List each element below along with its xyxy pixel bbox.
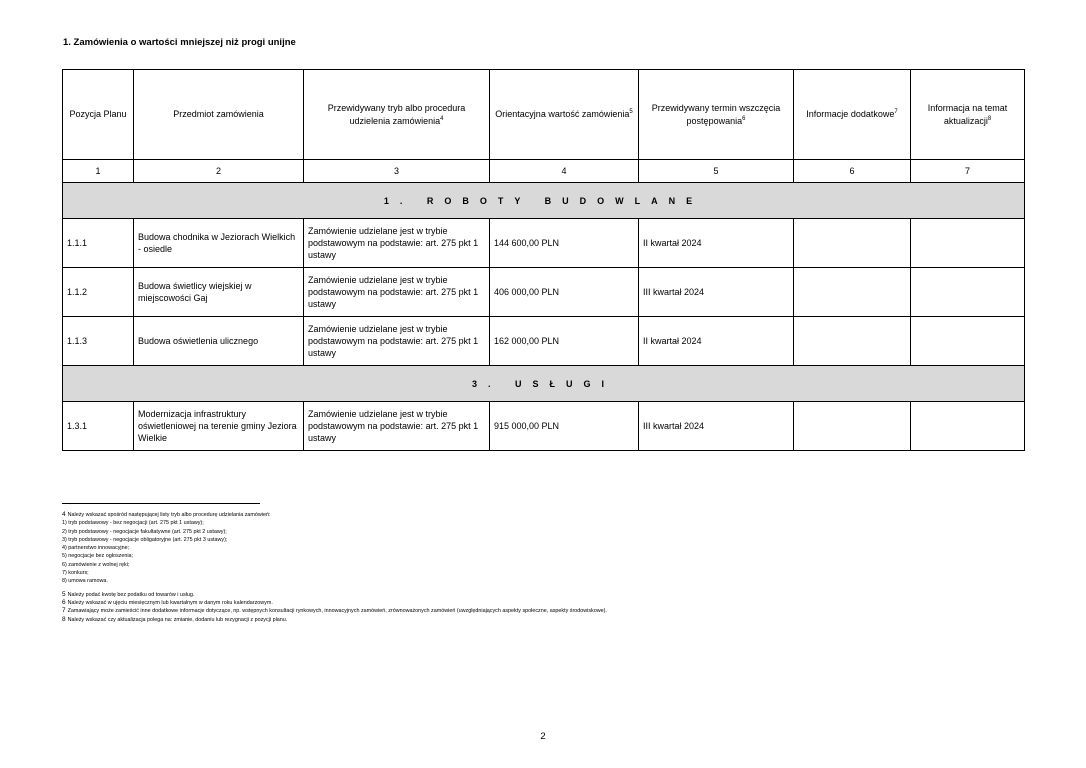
column-number: 3	[304, 160, 490, 183]
footnote-text: Należy wskazać czy aktualizacja polega na: zmianie, dodaniu lub rezygnacji z pozycji planu.	[67, 616, 288, 623]
term-cell: II kwartał 2024	[639, 317, 794, 366]
update-cell	[911, 402, 1025, 451]
column-number: 5	[639, 160, 794, 183]
update-cell	[911, 268, 1025, 317]
footnote-list-item: 6) zamówienie z wolnej ręki;	[62, 561, 130, 568]
page-title: 1. Zamówienia o wartości mniejszej niż progi unijne	[63, 37, 296, 48]
procedure-cell: Zamówienie udzielane jest w trybie podstawowym na podstawie: art. 275 pkt 1 ustawy	[304, 268, 490, 317]
header-cell: Informacje dodatkowe$^7$	[794, 70, 911, 160]
subject-cell: Budowa chodnika w Jeziorach Wielkich - osiedle	[134, 219, 304, 268]
section-heading: 3. USŁUGI	[63, 366, 1025, 402]
footnote-ref: 4	[440, 115, 444, 122]
term-cell: III kwartał 2024	[639, 402, 794, 451]
footnote-ref: 6	[742, 115, 746, 122]
column-number: 6	[794, 160, 911, 183]
footnote-number: 5	[62, 590, 66, 598]
footnote-list-item: 5) negocjacje bez ogłoszenia;	[62, 553, 134, 560]
footnote-text: Należy podać kwotę bez podatku od towarów i usług.	[67, 591, 195, 598]
footnote-number: 8	[62, 615, 66, 623]
position-cell: 1.1.2	[63, 268, 134, 317]
header-cell: Przewidywany tryb albo procedura udzielenia zamówienia$^4$	[304, 70, 490, 160]
update-cell	[911, 219, 1025, 268]
footnote-6	[62, 599, 1002, 607]
footnote-4	[62, 511, 1002, 586]
table-row	[63, 402, 1025, 451]
section-heading: 1. ROBOTY BUDOWLANE	[63, 183, 1025, 219]
subject-cell: Budowa oświetlenia ulicznego	[134, 317, 304, 366]
procedure-cell: Zamówienie udzielane jest w trybie podstawowym na podstawie: art. 275 pkt 1 ustawy	[304, 317, 490, 366]
footnote-list-item: 4) partnerstwo innowacyjne;	[62, 545, 130, 552]
footnote-list-item: 2) tryb podstawowy - negocjacje fakultatywne (art. 275 pkt 2 ustawy);	[62, 528, 227, 535]
footnotes	[62, 503, 1002, 624]
header-cell: Przewidywany termin wszczęcia postępowania$^6$	[639, 70, 794, 160]
footnote-separator	[62, 503, 260, 504]
table-row	[63, 219, 1025, 268]
column-number: 1	[63, 160, 134, 183]
value-cell: 144 600,00 PLN	[490, 219, 639, 268]
position-cell: 1.3.1	[63, 402, 134, 451]
header-cell: Przedmiot zamówienia	[134, 70, 304, 160]
footnote-text: Należy wskazać w ujęciu miesięcznym lub kwartalnym w danym roku kalendarzowym.	[67, 599, 273, 606]
procedure-cell: Zamówienie udzielane jest w trybie podstawowym na podstawie: art. 275 pkt 1 ustawy	[304, 219, 490, 268]
term-cell: II kwartał 2024	[639, 219, 794, 268]
column-number: 7	[911, 160, 1025, 183]
header-cell: Pozycja Planu	[63, 70, 134, 160]
footnote-number: 4	[62, 511, 66, 518]
column-number-row	[63, 160, 1025, 183]
column-number: 4	[490, 160, 639, 183]
value-cell: 406 000,00 PLN	[490, 268, 639, 317]
footnote-number: 6	[62, 598, 66, 606]
info-cell	[794, 402, 911, 451]
info-cell	[794, 317, 911, 366]
procedure-cell: Zamówienie udzielane jest w trybie podstawowym na podstawie: art. 275 pkt 1 ustawy	[304, 402, 490, 451]
section-row-roboty-budowlane	[63, 183, 1025, 219]
subject-cell: Budowa świetlicy wiejskiej w miejscowości Gaj	[134, 268, 304, 317]
footnote-list-item: 3) tryb podstawowy - negocjacje obligatoryjne (art. 275 pkt 3 ustawy);	[62, 536, 228, 543]
update-cell	[911, 317, 1025, 366]
info-cell	[794, 268, 911, 317]
page-number: 2	[540, 731, 546, 742]
column-number: 2	[134, 160, 304, 183]
footnote-ref: 7	[894, 109, 898, 115]
footnote-8	[62, 616, 1002, 624]
footnote-list-item: 1) tryb podstawowy - bez negocjacji (art. 275 pkt 1 ustawy);	[62, 520, 204, 527]
position-cell: 1.1.1	[63, 219, 134, 268]
value-cell: 162 000,00 PLN	[490, 317, 639, 366]
footnote-text: Zamawiający może zamieścić inne dodatkowe informacje dotyczące, np. wstępnych konsultacji rynkowych, innowacyjnych zamówień, zrównoważonych zamówień (uwzględniających aspekty społeczne, aspekty środowiskowe).	[67, 608, 607, 615]
subject-cell: Modernizacja infrastruktury oświetleniowej na terenie gminy Jeziora Wielkie	[134, 402, 304, 451]
footnote-number: 7	[62, 607, 66, 615]
header-cell: Informacja na temat aktualizacji$^8$	[911, 70, 1025, 160]
table-row	[63, 268, 1025, 317]
value-cell: 915 000,00 PLN	[490, 402, 639, 451]
info-cell	[794, 219, 911, 268]
footnote-list-item: 8) umowa ramowa.	[62, 578, 108, 585]
position-cell: 1.1.3	[63, 317, 134, 366]
procurement-plan-table	[62, 69, 1025, 451]
footnote-ref: 8	[987, 115, 992, 122]
footnote-7	[62, 607, 1002, 615]
footnote-text: Należy wskazać spośród następującej listy tryb albo procedurę udzielania zamówień:	[67, 512, 271, 518]
header-cell: Orientacyjna wartość zamówienia$^5$	[490, 70, 639, 160]
term-cell: III kwartał 2024	[639, 268, 794, 317]
footnote-ref: 5	[629, 109, 633, 115]
table-row	[63, 317, 1025, 366]
section-row-uslugi	[63, 366, 1025, 402]
table-header-row	[63, 70, 1025, 160]
footnote-list-item: 7) konkurs;	[62, 570, 89, 577]
footnote-5	[62, 591, 1002, 599]
